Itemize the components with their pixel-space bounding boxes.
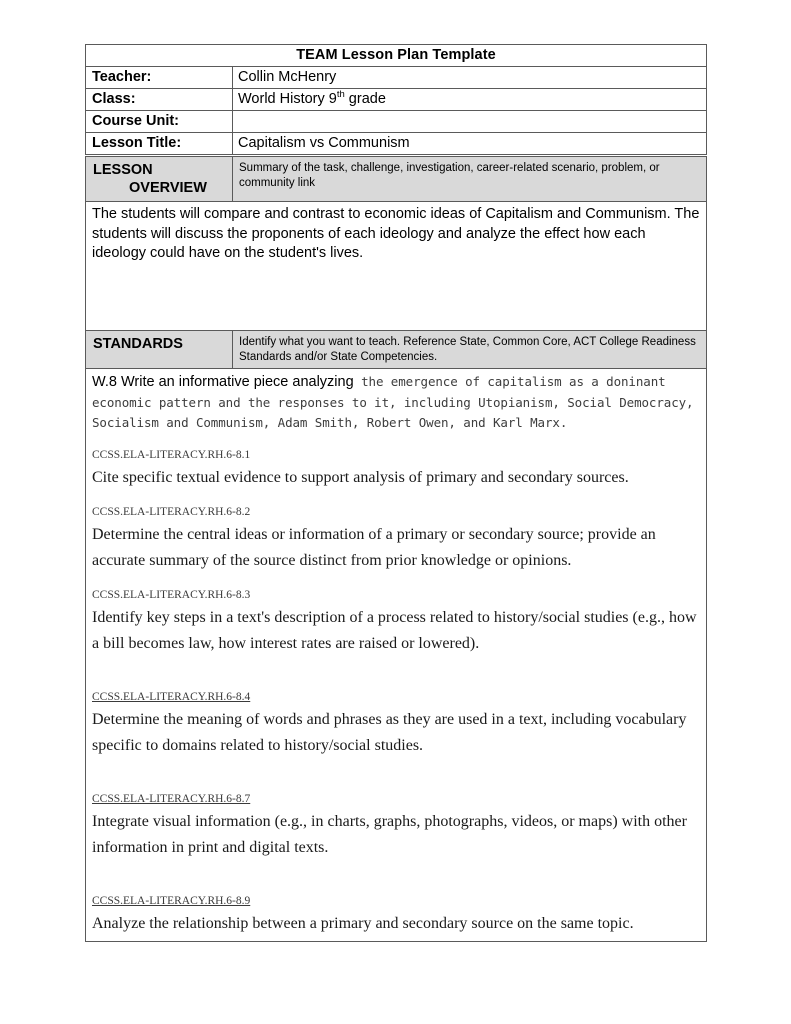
- ccss-standard-text: Determine the meaning of words and phrases as they are used in a text, including vocabulary specific to domains related to history/social studies.: [92, 710, 687, 754]
- ccss-standard-code[interactable]: CCSS.ELA-LITERACY.RH.6-8.9: [92, 894, 251, 907]
- teacher-label: Teacher:: [86, 67, 233, 89]
- ccss-standards-list: [92, 445, 700, 937]
- standards-description: Identify what you want to teach. Reference State, Common Core, ACT College Readiness Standards and/or State Competencies.: [233, 331, 707, 369]
- ccss-standard-text: Determine the central ideas or information of a primary or secondary source; provide an accurate summary of the source distinct from prior knowledge or opinions.: [92, 525, 656, 569]
- overview-header-row: [86, 157, 707, 202]
- page-title: TEAM Lesson Plan Template: [86, 45, 707, 67]
- lesson-identity-table: [85, 44, 707, 155]
- ccss-standard-text: Integrate visual information (e.g., in charts, graphs, photographs, videos, or maps) with other information in print and digital texts.: [92, 812, 687, 856]
- lesson-overview-description: Summary of the task, challenge, investigation, career-related scenario, problem, or community link: [233, 157, 707, 202]
- ccss-standard-item: [92, 502, 700, 574]
- lesson-overview-body[interactable]: The students will compare and contrast to economic ideas of Capitalism and Communism. The students will discuss the proponents of each ideology and analyze the effect how each ideology could have on the student's lives.: [86, 202, 707, 332]
- ccss-standard-text: Cite specific textual evidence to support analysis of primary and secondary sources.: [92, 468, 629, 486]
- teacher-value[interactable]: Collin McHenry: [233, 67, 707, 89]
- ccss-standard-code[interactable]: CCSS.ELA-LITERACY.RH.6-8.3: [92, 588, 251, 601]
- table-row-lesson-title: [86, 133, 707, 155]
- w8-standard-detail-text: the emergence of capitalism as a doninant economic pattern and the responses to it, including Utopianism, Social Democracy, Socialism and Communism, Adam Smith, Robert Owen, and Karl Marx.: [92, 374, 694, 430]
- lesson-overview-heading: [86, 157, 233, 202]
- ccss-standard-code[interactable]: CCSS.ELA-LITERACY.RH.6-8.7: [92, 792, 251, 805]
- class-value-prefix: World History 9: [238, 91, 337, 107]
- lesson-title-value[interactable]: Capitalism vs Communism: [233, 133, 707, 155]
- ccss-standard-item: [92, 891, 700, 937]
- standards-body[interactable]: [86, 369, 707, 942]
- w8-standard: [92, 372, 700, 434]
- ccss-standard-item: [92, 585, 700, 657]
- standards-body-row: [86, 369, 707, 942]
- lesson-overview-heading-line-two: OVERVIEW: [129, 180, 207, 196]
- overview-body-row: [86, 202, 707, 332]
- lesson-overview-heading-line-one: LESSON: [93, 162, 153, 178]
- course-unit-value[interactable]: [233, 111, 707, 133]
- lesson-title-label: Lesson Title:: [86, 133, 233, 155]
- ccss-standard-item: [92, 789, 700, 861]
- standards-table: [85, 330, 707, 942]
- ccss-standard-code[interactable]: CCSS.ELA-LITERACY.RH.6-8.1: [92, 448, 251, 461]
- class-value-ordinal-suffix: th: [336, 89, 345, 101]
- standards-header-row: [86, 331, 707, 369]
- table-row-class: [86, 89, 707, 111]
- table-row-title: [86, 45, 707, 67]
- class-value-suffix: grade: [344, 91, 386, 107]
- standards-heading: STANDARDS: [86, 331, 233, 369]
- class-value[interactable]: [233, 89, 707, 111]
- lesson-overview-table: [85, 156, 707, 332]
- ccss-standard-text: Identify key steps in a text's description of a process related to history/social studies (e.g., how a bill becomes law, how interest rates are raised or lowered).: [92, 608, 697, 652]
- class-label: Class:: [86, 89, 233, 111]
- course-unit-label: Course Unit:: [86, 111, 233, 133]
- w8-standard-lead: W.8 Write an informative piece analyzing: [92, 374, 354, 390]
- ccss-standard-text: Analyze the relationship between a primary and secondary source on the same topic.: [92, 914, 634, 932]
- ccss-standard-code[interactable]: CCSS.ELA-LITERACY.RH.6-8.2: [92, 505, 251, 518]
- ccss-standard-code[interactable]: CCSS.ELA-LITERACY.RH.6-8.4: [92, 690, 251, 703]
- table-row-teacher: [86, 67, 707, 89]
- ccss-standard-item: [92, 687, 700, 759]
- table-row-course-unit: [86, 111, 707, 133]
- ccss-standard-item: [92, 445, 700, 491]
